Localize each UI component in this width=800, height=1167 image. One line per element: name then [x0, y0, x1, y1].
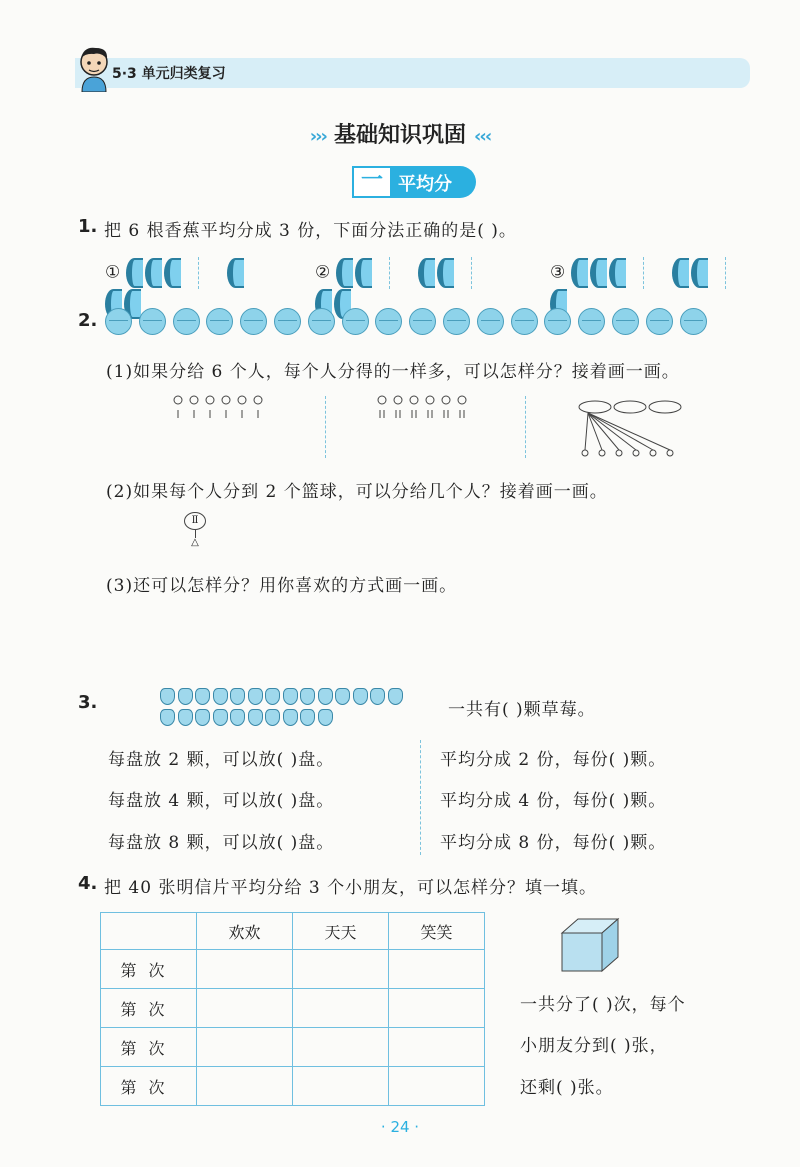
q3-right-1[interactable]: 平均分成 2 份，每份( )颗。 [440, 750, 667, 770]
q4-table [100, 912, 485, 1106]
basketball-icon [511, 308, 538, 335]
strawberry-icon [300, 688, 315, 705]
divider [420, 740, 421, 855]
q4-text: 把 40 张明信片平均分给 3 个小朋友，可以怎样分？填一填。 [104, 878, 598, 898]
q3-total[interactable]: 一共有( )颗草莓。 [448, 700, 596, 720]
mascot-icon [74, 44, 114, 92]
page-number: · 24 · [380, 1118, 420, 1136]
basketball-row [105, 308, 745, 339]
basketball-icon [308, 308, 335, 335]
basketball-icon [375, 308, 402, 335]
divider [525, 396, 526, 458]
strawberry-icon [388, 688, 403, 705]
header-title: 5·3 单元归类复习 [112, 66, 226, 82]
table-header-row [101, 913, 485, 950]
banana-group [418, 263, 456, 282]
sketch-balls: Ⅱ [184, 512, 206, 530]
row-label: 第次 [101, 1028, 197, 1067]
basketball-icon [646, 308, 673, 335]
q2-part2: (2)如果每个人分到 2 个篮球，可以分给几个人？接着画一画。 [106, 482, 608, 502]
basketball-icon [443, 308, 470, 335]
q1-option-2[interactable] [315, 257, 515, 295]
table-cell[interactable] [293, 950, 389, 989]
q2-part1: (1)如果分给 6 个人，每个人分得的一样多，可以怎样分？接着画一画。 [106, 362, 680, 382]
q1-option-1[interactable] [105, 257, 255, 295]
strawberry-icon [178, 709, 193, 726]
topic-number: 一 [352, 166, 392, 198]
strawberry-icon [370, 688, 385, 705]
q3-right-2[interactable]: 平均分成 4 份，每份( )颗。 [440, 791, 667, 811]
q2-number: 2. [78, 310, 98, 331]
banana-group [126, 263, 183, 282]
q4-answer-1[interactable]: 一共分了( )次，每个 [520, 995, 686, 1015]
strawberry-icon [335, 688, 350, 705]
table-row [101, 989, 485, 1028]
table-cell[interactable] [293, 1067, 389, 1106]
q4-answer-2[interactable]: 小朋友分到( )张， [520, 1036, 668, 1056]
q4-number: 4. [78, 873, 98, 894]
q3-left-3[interactable]: 每盘放 8 颗，可以放( )盘。 [108, 833, 335, 853]
q4-answer-3[interactable]: 还剩( )张。 [520, 1078, 614, 1098]
divider [389, 257, 412, 289]
strawberry-icon [300, 709, 315, 726]
topic-label: 平均分 [398, 174, 452, 195]
strawberry-icon [248, 688, 263, 705]
option-label: ② [315, 262, 332, 283]
table-header: 欢欢 [197, 913, 293, 950]
table-cell[interactable] [389, 1067, 485, 1106]
divider [643, 257, 666, 289]
strawberry-icon [283, 709, 298, 726]
option-label: ① [105, 262, 122, 283]
chevron-right-icon: ››› [309, 126, 326, 147]
strawberry-icon [213, 688, 228, 705]
divider [325, 396, 326, 458]
strawberry-icon [318, 709, 333, 726]
table-cell[interactable] [197, 989, 293, 1028]
q3-number: 3. [78, 692, 98, 713]
strawberry-icon [283, 688, 298, 705]
q2-sketch-area [170, 392, 730, 462]
option-label: ③ [550, 262, 567, 283]
basketball-icon [578, 308, 605, 335]
strawberry-icon [160, 688, 175, 705]
chevron-left-icon: ‹‹‹ [474, 126, 491, 147]
table-cell[interactable] [293, 989, 389, 1028]
strawberry-icon [213, 709, 228, 726]
strawberry-icon [265, 709, 280, 726]
basketball-icon [105, 308, 132, 335]
banana-group [672, 263, 710, 282]
postcard-stack-icon [560, 915, 620, 973]
basketball-icon [680, 308, 707, 335]
table-cell[interactable] [389, 989, 485, 1028]
strawberry-icon [265, 688, 280, 705]
q2-sketch-person [183, 512, 207, 552]
basketball-icon [206, 308, 233, 335]
q3-right-3[interactable]: 平均分成 8 份，每份( )颗。 [440, 833, 667, 853]
strawberry-icon [248, 709, 263, 726]
basketball-icon [342, 308, 369, 335]
q1-text: 把 6 根香蕉平均分成 3 份，下面分法正确的是( )。 [104, 221, 517, 241]
basketball-icon [612, 308, 639, 335]
q1-number: 1. [78, 216, 98, 237]
table-cell[interactable] [197, 950, 293, 989]
table-header [101, 913, 197, 950]
strawberry-icon [318, 688, 333, 705]
table-cell[interactable] [293, 1028, 389, 1067]
divider [471, 257, 494, 289]
basketball-icon [544, 308, 571, 335]
basketball-icon [274, 308, 301, 335]
table-cell[interactable] [389, 1028, 485, 1067]
table-row [101, 1028, 485, 1067]
table-header: 笑笑 [389, 913, 485, 950]
table-cell[interactable] [197, 1028, 293, 1067]
triangle-icon: △ [191, 537, 199, 548]
q1-option-3[interactable] [550, 257, 750, 295]
divider [725, 257, 748, 289]
row-label: 第次 [101, 1067, 197, 1106]
strawberry-icon [195, 709, 210, 726]
basketball-icon [173, 308, 200, 335]
row-label: 第次 [101, 989, 197, 1028]
strawberry-icon [230, 709, 245, 726]
section-title [0, 118, 800, 149]
q3-left-1[interactable]: 每盘放 2 颗，可以放( )盘。 [108, 750, 335, 770]
row-label: 第次 [101, 950, 197, 989]
strawberry-group [160, 688, 410, 730]
banana-group [336, 263, 374, 282]
strawberry-icon [195, 688, 210, 705]
table-row [101, 950, 485, 989]
strawberry-icon [353, 688, 368, 705]
basketball-icon [477, 308, 504, 335]
table-row [101, 1067, 485, 1106]
basketball-icon [409, 308, 436, 335]
table-cell[interactable] [389, 950, 485, 989]
banana-group [571, 263, 628, 282]
divider [198, 257, 221, 289]
section-title-text: 基础知识巩固 [333, 123, 466, 148]
q3-left-2[interactable]: 每盘放 4 颗，可以放( )盘。 [108, 791, 335, 811]
strawberry-icon [160, 709, 175, 726]
basketball-icon [139, 308, 166, 335]
strawberry-icon [178, 688, 193, 705]
q2-part3: (3)还可以怎样分？用你喜欢的方式画一画。 [106, 576, 458, 596]
table-header: 天天 [293, 913, 389, 950]
table-cell[interactable] [197, 1067, 293, 1106]
basketball-icon [240, 308, 267, 335]
strawberry-icon [230, 688, 245, 705]
